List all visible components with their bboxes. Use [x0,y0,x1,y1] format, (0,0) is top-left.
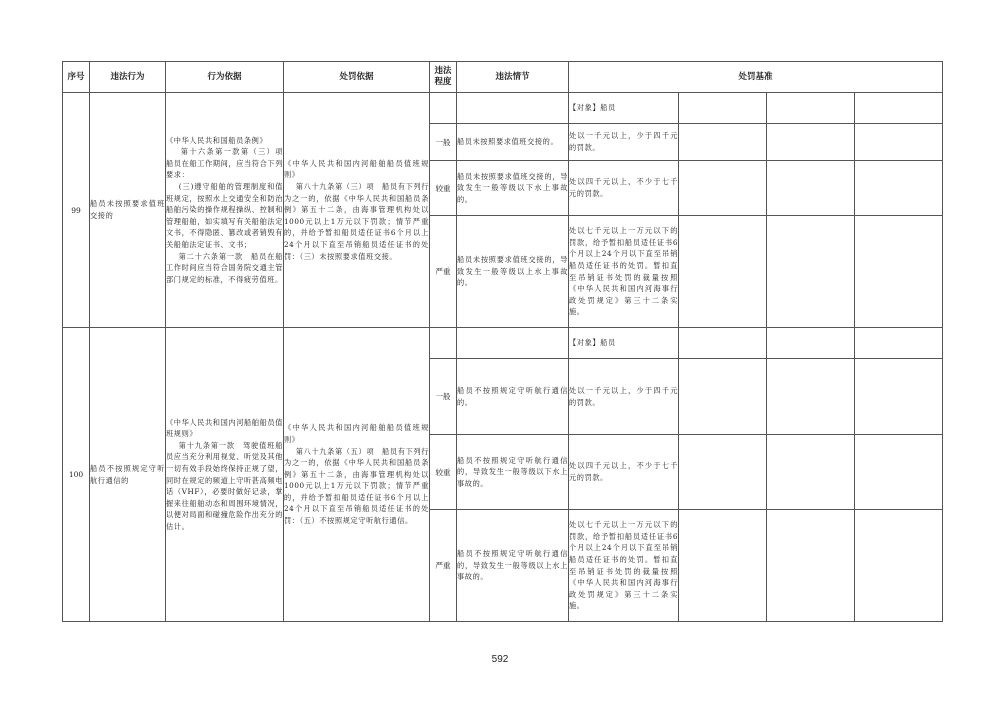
empty-cell [767,510,855,622]
basis-cell: 《中华人民共和国内河船舶船员值班规则》 第十九条第一款 驾驶值班船员应当充分利用视觉、听觉及其他一切有效手段始终保持正规了望，同时在规定的频道上守听甚高频电话（VHF），必要时做好记录，掌握来往船舶动态和周围环境情况，以便对局面和碰撞危险作出充分的估计。 [166,328,284,622]
empty-cell [855,328,943,359]
degree-cell [430,328,457,359]
seq-cell: 100 [63,328,90,622]
circ-cell: 船员未按照要求值班交接的，导致发生一般等级以上水上事故的。 [457,216,569,328]
header-circ: 违法情节 [457,62,569,93]
empty-cell [855,124,943,161]
empty-cell [767,93,855,124]
seq-cell: 99 [63,93,90,328]
degree-cell [430,93,457,124]
page-number: 592 [491,654,509,665]
empty-cell [679,124,767,161]
empty-cell [855,510,943,622]
circ-cell: 船员未按照要求值班交接的。 [457,124,569,161]
header-penalty: 处罚依据 [284,62,430,93]
circ-cell: 船员未按照要求值班交接的，导致发生一般等级以下水上事故的。 [457,161,569,216]
table-row [63,328,943,359]
empty-cell [855,435,943,510]
circ-cell [457,328,569,359]
header-degree: 违法 程度 [430,62,457,93]
empty-cell [767,435,855,510]
header-standard: 处罚基准 [569,62,943,93]
standard-cell: 处以一千元以上，少于四千元的罚款。 [569,124,679,161]
standard-cell: 处以一千元以上，少于四千元的罚款。 [569,359,679,435]
degree-cell: 一般 [430,124,457,161]
header-basis: 行为依据 [166,62,284,93]
header-seq: 序号 [63,62,90,93]
empty-cell [855,359,943,435]
standard-cell: 处以四千元以上，不少于七千元的罚款。 [569,161,679,216]
circ-cell [457,93,569,124]
standard-cell: 处以七千元以上一万元以下的罚款，给予暂扣船员适任证书6个月以上24个月以下直至吊销船员适任证书的处罚。暂扣直至吊销证书处罚的裁量按照《中华人民共和国内河海事行政处罚规定》第三十二条实施。 [569,216,679,328]
empty-cell [767,328,855,359]
empty-cell [855,161,943,216]
degree-cell: 较重 [430,435,457,510]
empty-cell [679,216,767,328]
empty-cell [767,124,855,161]
empty-cell [679,93,767,124]
penalty-cell: 《中华人民共和国内河船舶船员值班规则》 第八十九条第（五）项 船员有下列行为之一的，依据《中华人民共和国船员条例》第五十二条，由海事管理机构处以1000元以上1万元以下罚款；情节严重的，并给予暂扣船员适任证书6个月以上24个月以下直至吊销船员适任证书的处罚：（五）不按照规定守听航行通信。 [284,328,430,622]
penalty-table [62,61,943,622]
degree-cell: 一般 [430,359,457,435]
object-cell: 【对象】船员 [569,328,679,359]
degree-cell: 较重 [430,161,457,216]
circ-cell: 船员不按照规定守听航行通信的。 [457,359,569,435]
empty-cell [679,359,767,435]
standard-cell: 处以七千元以上一万元以下的罚款，给予暂扣船员适任证书6个月以上24个月以下直至吊销船员适任证书的处罚。暂扣直至吊销证书处罚的裁量按照《中华人民共和国内河海事行政处罚规定》第三十二条实施。 [569,510,679,622]
act-cell: 船员未按照要求值班交接的 [90,93,166,328]
basis-cell: 《中华人民共和国船员条例》 第十六条第一款第（三）项 船员在船工作期间，应当符合下列要求： (三)遵守船舶的管理制度和值班规定，按照水上交通安全和防治船舶污染的操作规程操纵、控制和管理船舶，如实填写有关船舶法定文书，不得隐匿、篡改或者销毁有关船舶法定证书、文书； 第二十六条第一款 船员在船工作时间应当符合国务院交通主管部门规定的标准，不得疲劳值班。 [166,93,284,328]
circ-cell: 船员不按照规定守听航行通信的，导致发生一般等级以上水上事故的。 [457,510,569,622]
empty-cell [679,435,767,510]
table-row [63,93,943,124]
empty-cell [767,161,855,216]
header-act: 违法行为 [90,62,166,93]
circ-cell: 船员不按照规定守听航行通信的，导致发生一般等级以下水上事故的。 [457,435,569,510]
degree-cell: 严重 [430,510,457,622]
act-cell: 船员不按照规定守听航行通信的 [90,328,166,622]
empty-cell [767,359,855,435]
empty-cell [767,216,855,328]
empty-cell [679,328,767,359]
header-row [63,62,943,93]
object-cell: 【对象】船员 [569,93,679,124]
empty-cell [855,93,943,124]
degree-cell: 严重 [430,216,457,328]
empty-cell [855,216,943,328]
penalty-cell: 《中华人民共和国内河船舶船员值班规则》 第八十九条第（三）项 船员有下列行为之一的，依据《中华人民共和国船员条例》第五十二条，由海事管理机构处以1000元以上1万元以下罚款；情节严重的，并给予暂扣船员适任证书6个月以上24个月以下直至吊销船员适任证书的处罚：（三）未按照要求值班交接。 [284,93,430,328]
standard-cell: 处以四千元以上，不少于七千元的罚款。 [569,435,679,510]
empty-cell [679,161,767,216]
empty-cell [679,510,767,622]
